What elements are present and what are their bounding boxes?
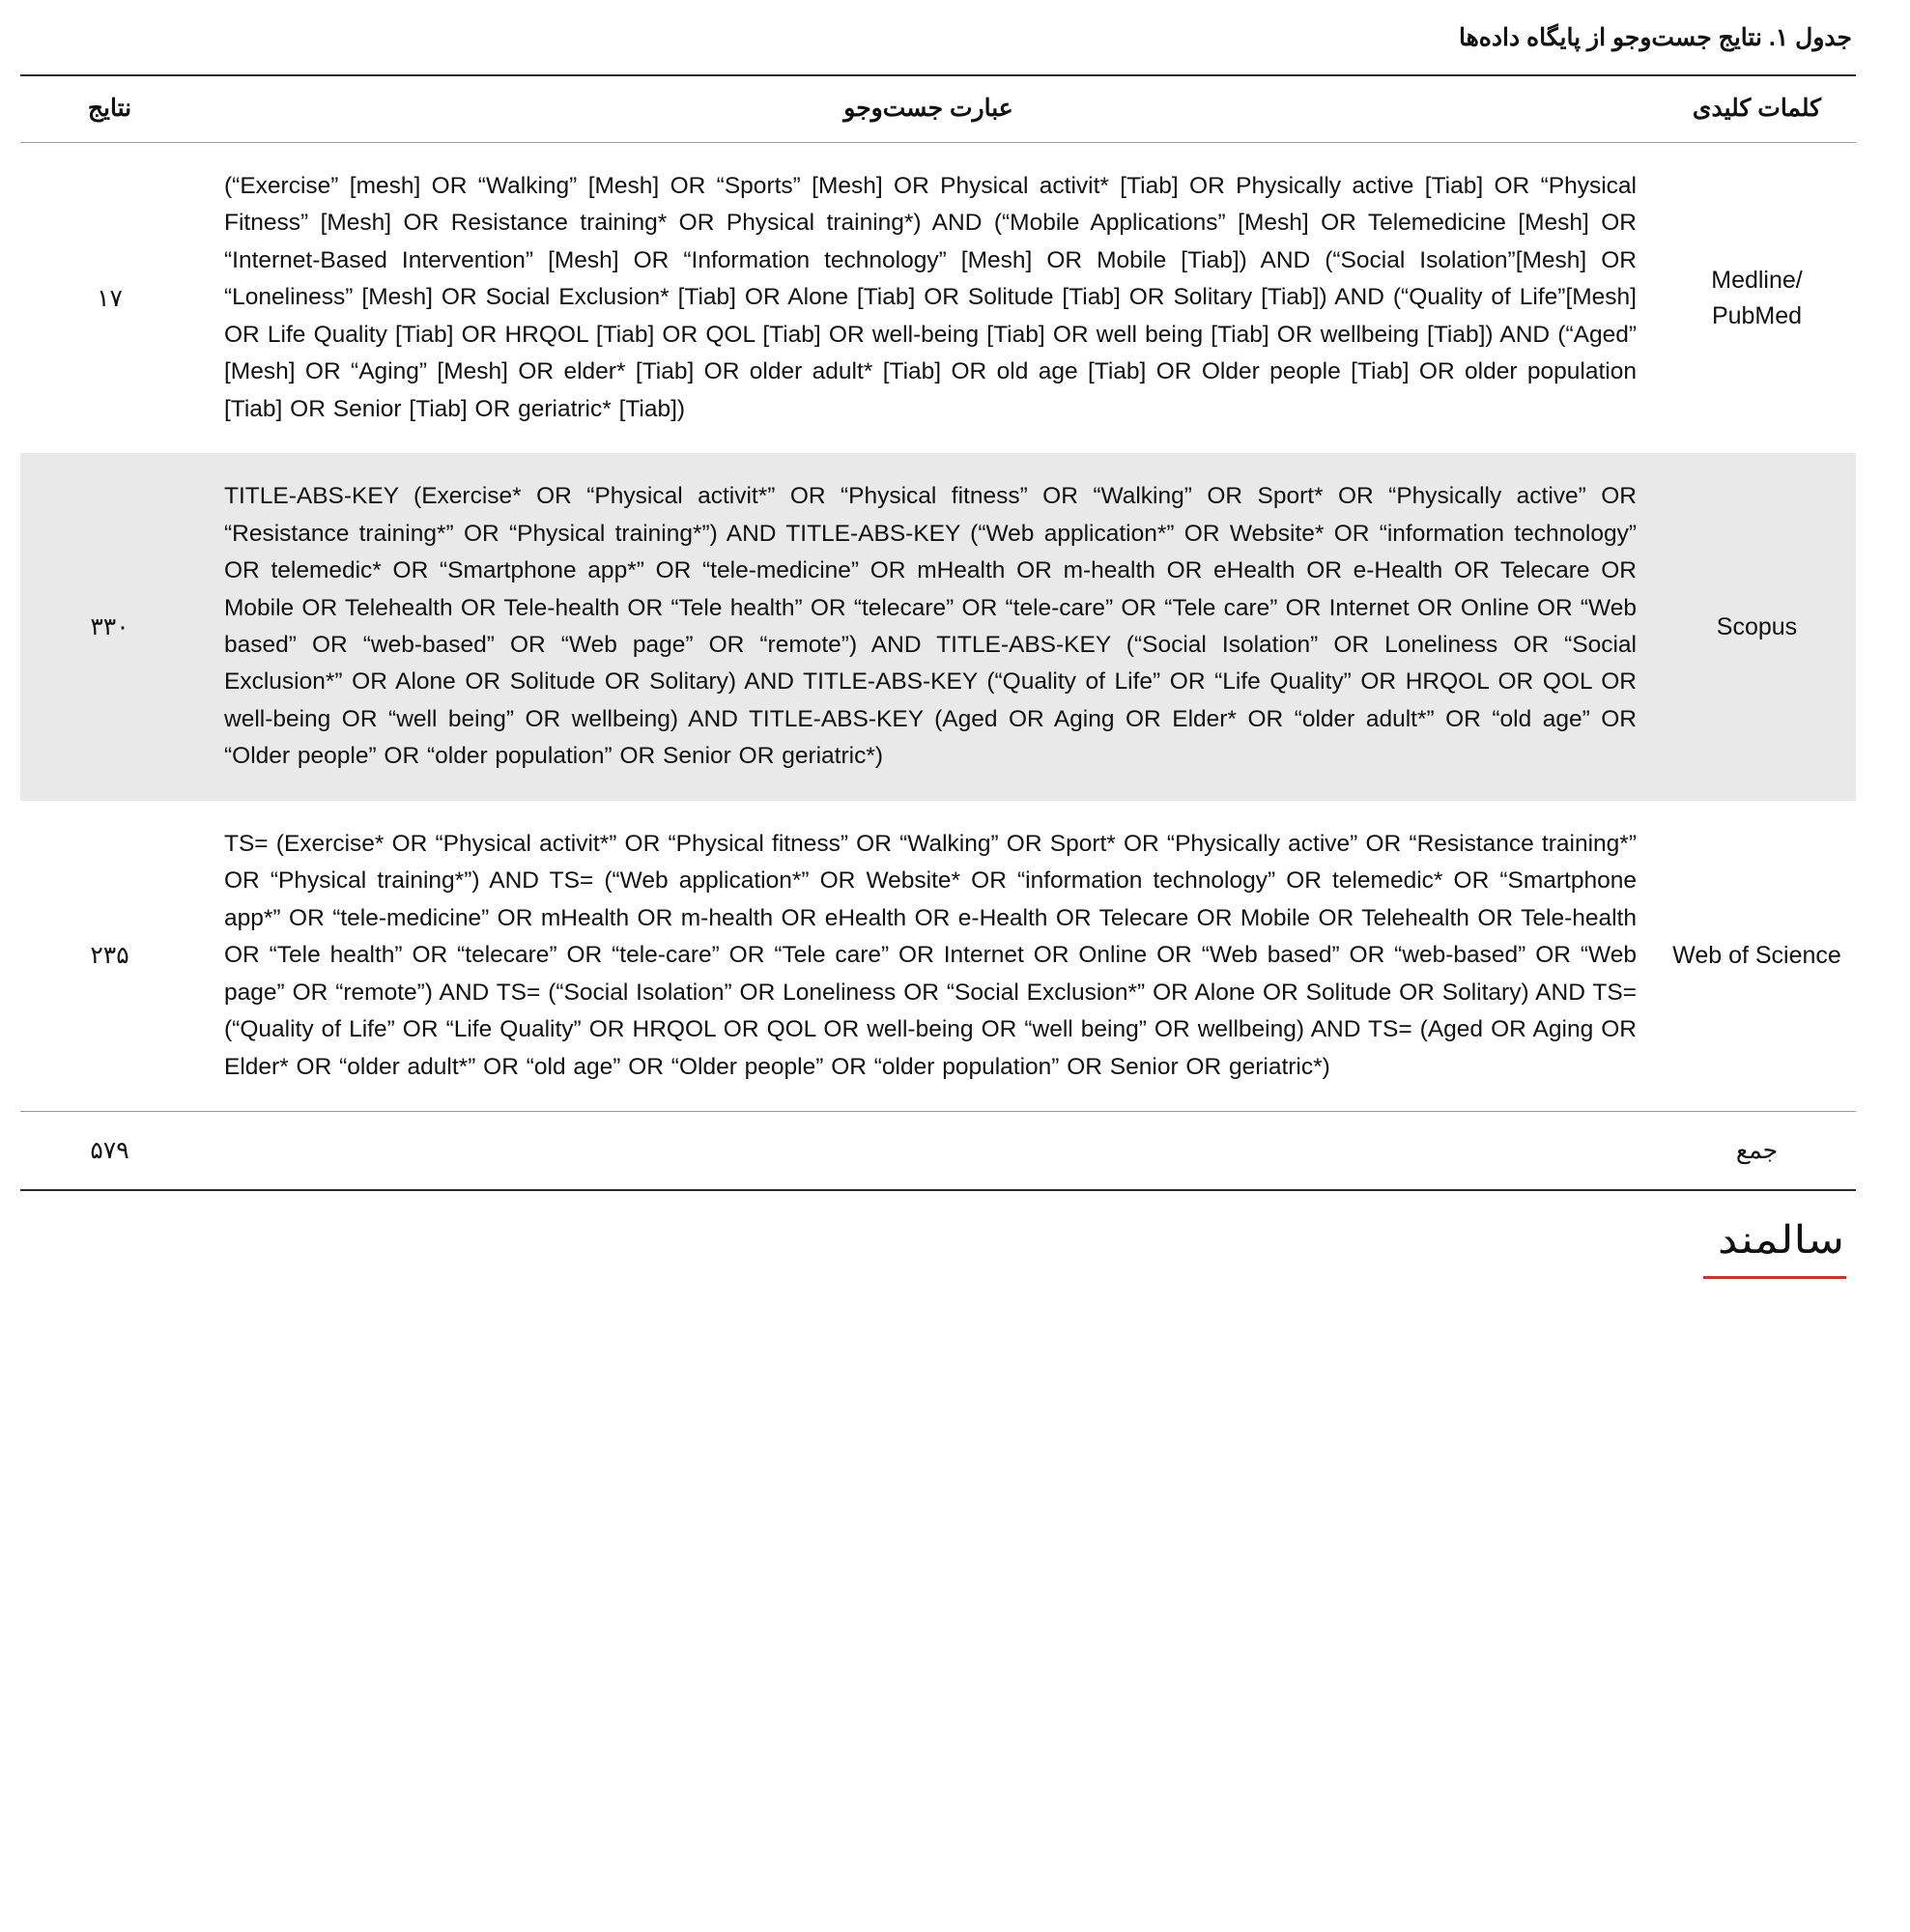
table-body — [20, 143, 1856, 1191]
journal-logo-underline — [1703, 1276, 1846, 1279]
table-header-row — [20, 75, 1856, 143]
cell-keyword: Scopus — [1658, 453, 1856, 801]
journal-logo-text: سالمند — [1717, 1218, 1844, 1264]
cell-query: TITLE-ABS-KEY (Exercise* OR “Physical activit*” OR “Physical fitness” OR “Walking” OR Sport* OR “Physically active” OR “Resistance training*” OR “Physical training*”) AND TITLE-ABS-KEY (“Web application*” OR Website* OR “information technology” OR telemedic* OR “Smartphone app*” OR “tele-medicine” OR mHealth OR m-health OR eHealth OR e-Health OR Telecare OR Mobile OR Telehealth OR Tele-health OR “Tele health” OR “telecare” OR “tele-care” OR “Tele care” OR Internet OR Online OR “Web based” OR “web-based” OR “Web page” OR “remote”) AND TITLE-ABS-KEY (“Social Isolation” OR Loneliness OR “Social Exclusion*” OR Alone OR Solitude OR Solitary) AND TITLE-ABS-KEY (“Quality of Life” OR “Life Quality” OR HRQOL OR QOL OR well-being OR “well being” OR wellbeing) AND TITLE-ABS-KEY (Aged OR Aging OR Elder* OR “older adult*” OR “old age” OR “Older people” OR “older population” OR Senior OR geriatric*) — [199, 453, 1658, 801]
table-total-row — [20, 1111, 1856, 1190]
column-header-query: عبارت جست‌وجو — [199, 75, 1658, 143]
table-row — [20, 143, 1856, 454]
table-caption: جدول ۱. نتایج جست‌وجو از پایگاه داده‌ها — [1458, 24, 1852, 51]
cell-total-results: ۵۷۹ — [20, 1111, 199, 1190]
cell-keyword: Medline/ PubMed — [1711, 267, 1803, 329]
cell-query: (“Exercise” [mesh] OR “Walking” [Mesh] OR “Sports” [Mesh] OR Physical activit* [Tiab] OR Physically active [Tiab] OR “Physical Fitness” [Mesh] OR Resistance training* OR Physical training*) AND (“Mobile Applications” [Mesh] OR Telemedicine [Mesh] OR “Internet-Based Intervention” [Mesh] OR “Information technology” [Mesh] OR Mobile [Tiab]) AND (“Social Isolation”[Mesh] OR “Loneliness” [Mesh] OR Social Exclusion* [Tiab] OR Alone [Tiab] OR Solitude [Tiab] OR Solitary [Tiab]) AND (“Quality of Life”[Mesh] OR Life Quality [Tiab] OR HRQOL [Tiab] OR QOL [Tiab] OR well-being [Tiab] OR well being [Tiab] OR wellbeing [Tiab]) AND (“Aged” [Mesh] OR “Aging” [Mesh] OR elder* [Tiab] OR older adult* [Tiab] OR old age [Tiab] OR Older people [Tiab] OR older population [Tiab] OR Senior [Tiab] OR geriatric* [Tiab]) — [224, 173, 1637, 422]
cell-total-query — [199, 1111, 1658, 1190]
table-header — [20, 75, 1856, 143]
cell-keyword: Web of Science — [1672, 942, 1841, 970]
cell-query: TS= (Exercise* OR “Physical activit*” OR “Physical fitness” OR “Walking” OR Sport* OR “Physically active” OR “Resistance training*” OR “Physical training*”) AND TS= (“Web application*” OR Website* OR “information technology” OR telemedic* OR “Smartphone app*” OR “tele-medicine” OR mHealth OR m-health OR eHealth OR e-Health OR Telecare OR Mobile OR Telehealth OR Tele-health OR “Tele health” OR “telecare” OR “tele-care” OR “Tele care” OR Internet OR Online OR “Web based” OR “web-based” OR “Web page” OR “remote”) AND TS= (“Social Isolation” OR Loneliness OR “Social Exclusion*” OR Alone OR Solitude OR Solitary) AND TS= (“Quality of Life” OR “Life Quality” OR HRQOL OR QOL OR well-being OR “well being” OR wellbeing) AND TS= (Aged OR Aging OR Elder* OR “older adult*” OR “old age” OR “Older people” OR “older population” OR Senior OR geriatric*) — [224, 830, 1637, 1080]
table-row — [20, 453, 1856, 801]
cell-total-label: جمع — [1658, 1111, 1856, 1190]
column-header-keywords: کلمات کلیدی — [1658, 75, 1856, 143]
column-header-results: نتایج — [20, 75, 199, 143]
journal-logo — [1686, 1216, 1850, 1299]
cell-results: ۳۳۰ — [20, 453, 199, 801]
cell-results: ۲۳۵ — [90, 942, 129, 970]
table-row — [20, 801, 1856, 1112]
search-results-table — [20, 74, 1856, 1191]
cell-results: ۱۷ — [97, 284, 123, 312]
